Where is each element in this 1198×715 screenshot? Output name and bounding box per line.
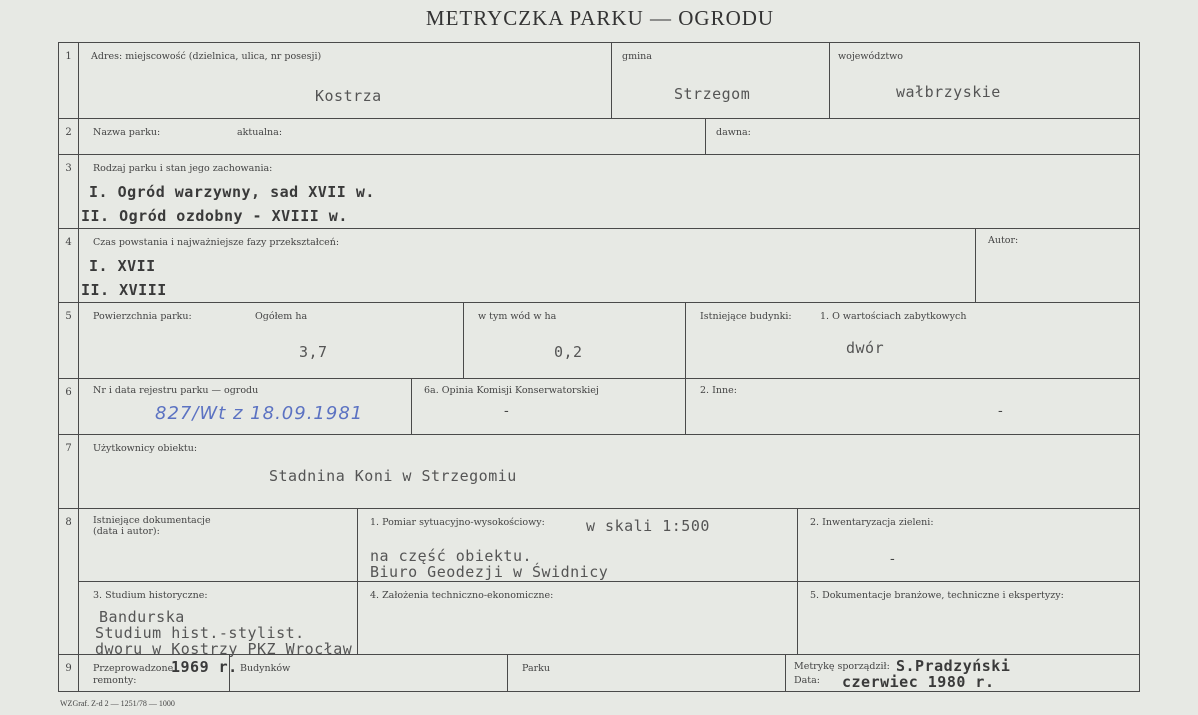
- row-park-name: [59, 119, 1139, 155]
- water-area-value: 0,2: [554, 343, 583, 361]
- history-label: Czas powstania i najważniejsze fazy przekształceń:: [93, 237, 340, 248]
- branch-docs-label: 5. Dokumentacje branżowe, techniczne i ekspertyzy:: [810, 590, 1064, 601]
- former-name-label: dawna:: [716, 127, 751, 138]
- row-number: 4: [59, 229, 79, 302]
- row-documentation: [59, 509, 1139, 658]
- users-value: Stadnina Koni w Strzegomiu: [269, 467, 517, 485]
- buildings-renovation-cell: [229, 655, 507, 691]
- other-value: -: [998, 403, 1003, 419]
- buildings-cell: [685, 303, 1139, 378]
- date-value: czerwiec 1980 r.: [842, 673, 995, 691]
- renovations-label: Przeprowadzone: [93, 663, 174, 674]
- historical-study-line-1: Bandurska: [99, 608, 185, 626]
- gmina-value: Strzegom: [674, 85, 751, 103]
- author-label: Autor:: [988, 235, 1019, 246]
- row-number: 5: [59, 303, 79, 378]
- voivodeship-value: wałbrzyskie: [896, 83, 1001, 101]
- survey-label: 1. Pomiar sytuacyjno-wysokościowy:: [370, 517, 545, 528]
- row-number: 6: [59, 379, 79, 434]
- total-area-label: Ogółem ha: [255, 311, 308, 322]
- prepared-by-cell: [785, 655, 1139, 691]
- tech-econ-label: 4. Założenia techniczno-ekonomiczne:: [370, 590, 554, 601]
- survey-line-2: Biuro Geodezji w Świdnicy: [370, 563, 609, 581]
- buildings-renovation-label: Budynków: [240, 663, 291, 674]
- other-label: 2. Inne:: [700, 385, 737, 396]
- row-number: 8: [59, 509, 79, 654]
- historical-study-label: 3. Studium historyczne:: [93, 590, 208, 601]
- historical-study-cell: [79, 581, 357, 658]
- survey-cell: [357, 509, 797, 581]
- history-line-2: II. XVIII: [81, 281, 167, 299]
- row-renovations: [59, 655, 1139, 691]
- row-number: 2: [59, 119, 79, 154]
- date-label: Data:: [794, 675, 820, 686]
- voivodeship-cell: [829, 43, 1139, 118]
- register-label: Nr i data rejestru parku — ogrodu: [93, 385, 259, 396]
- historic-buildings-label: 1. O wartościach zabytkowych: [820, 311, 967, 322]
- users-label: Użytkownicy obiektu:: [93, 443, 198, 454]
- survey-line-1: na część obiektu.: [370, 547, 533, 565]
- voivodeship-label: województwo: [838, 51, 904, 62]
- row-number: 1: [59, 43, 79, 118]
- buildings-label: Istniejące budynki:: [700, 311, 792, 322]
- gmina-label: gmina: [622, 51, 652, 62]
- park-name-label: Nazwa parku:: [93, 127, 161, 138]
- prepared-by-label: Metrykę sporządził:: [794, 661, 890, 672]
- water-area-cell: [463, 303, 685, 378]
- commission-opinion-label: 6a. Opinia Komisji Konserwatorskiej: [424, 385, 599, 396]
- greenery-inventory-cell: [797, 509, 1139, 581]
- documentation-label-sub: (data i autor):: [93, 526, 160, 537]
- other-cell: [685, 379, 1139, 434]
- row-address: [59, 43, 1139, 119]
- greenery-inventory-label: 2. Inwentaryzacja zieleni:: [810, 517, 934, 528]
- row-register: [59, 379, 1139, 435]
- survey-scale: w skali 1:500: [586, 517, 710, 535]
- commission-opinion-value: -: [504, 403, 509, 419]
- historical-study-line-2: Studium hist.-stylist.: [95, 624, 305, 642]
- prepared-by-value: S.Pradzyński: [896, 657, 1011, 675]
- row-number: 9: [59, 655, 79, 691]
- row-area: [59, 303, 1139, 379]
- historic-buildings-value: dwór: [846, 339, 885, 357]
- park-renovation-label: Parku: [522, 663, 551, 674]
- park-type-label: Rodzaj parku i stan jego zachowania:: [93, 163, 273, 174]
- greenery-inventory-value: -: [890, 551, 895, 567]
- form-title: METRYCZKA PARKU — OGRODU: [425, 6, 775, 30]
- row-number: 7: [59, 435, 79, 508]
- historical-study-line-3: dworu w Kostrzy PKZ Wrocław: [95, 640, 353, 658]
- park-renovation-cell: [507, 655, 785, 691]
- park-type-line-1: I. Ogród warzywny, sad XVII w.: [89, 183, 375, 201]
- water-area-label: w tym wód w ha: [478, 311, 557, 322]
- address-value: Kostrza: [315, 87, 382, 105]
- current-name-label: aktualna:: [237, 127, 283, 138]
- commission-opinion-cell: [411, 379, 685, 434]
- row-history: [59, 229, 1139, 303]
- author-cell: [975, 229, 1139, 302]
- history-line-1: I. XVII: [89, 257, 156, 275]
- tech-econ-cell: [357, 581, 797, 655]
- renovations-value: 1969 r.: [171, 658, 238, 676]
- address-label: Adres: miejscowość (dzielnica, ulica, nr posesji): [91, 51, 322, 62]
- row-users: [59, 435, 1139, 509]
- former-name-cell: [705, 119, 1139, 154]
- row-park-type: [59, 155, 1139, 229]
- renovations-label-sub: remonty:: [93, 675, 137, 686]
- register-value: 827/Wt z 18.09.1981: [155, 403, 364, 424]
- branch-docs-cell: [797, 581, 1139, 655]
- area-label: Powierzchnia parku:: [93, 311, 192, 322]
- park-type-line-2: II. Ogród ozdobny - XVIII w.: [81, 207, 348, 225]
- form-grid: [58, 42, 1140, 692]
- row-number: 3: [59, 155, 79, 228]
- print-footer: WZGraf. Z-d 2 — 1251/78 — 1000: [60, 699, 175, 708]
- total-area-value: 3,7: [299, 343, 328, 361]
- gmina-cell: [611, 43, 829, 118]
- documentation-label: Istniejące dokumentacje: [93, 515, 211, 526]
